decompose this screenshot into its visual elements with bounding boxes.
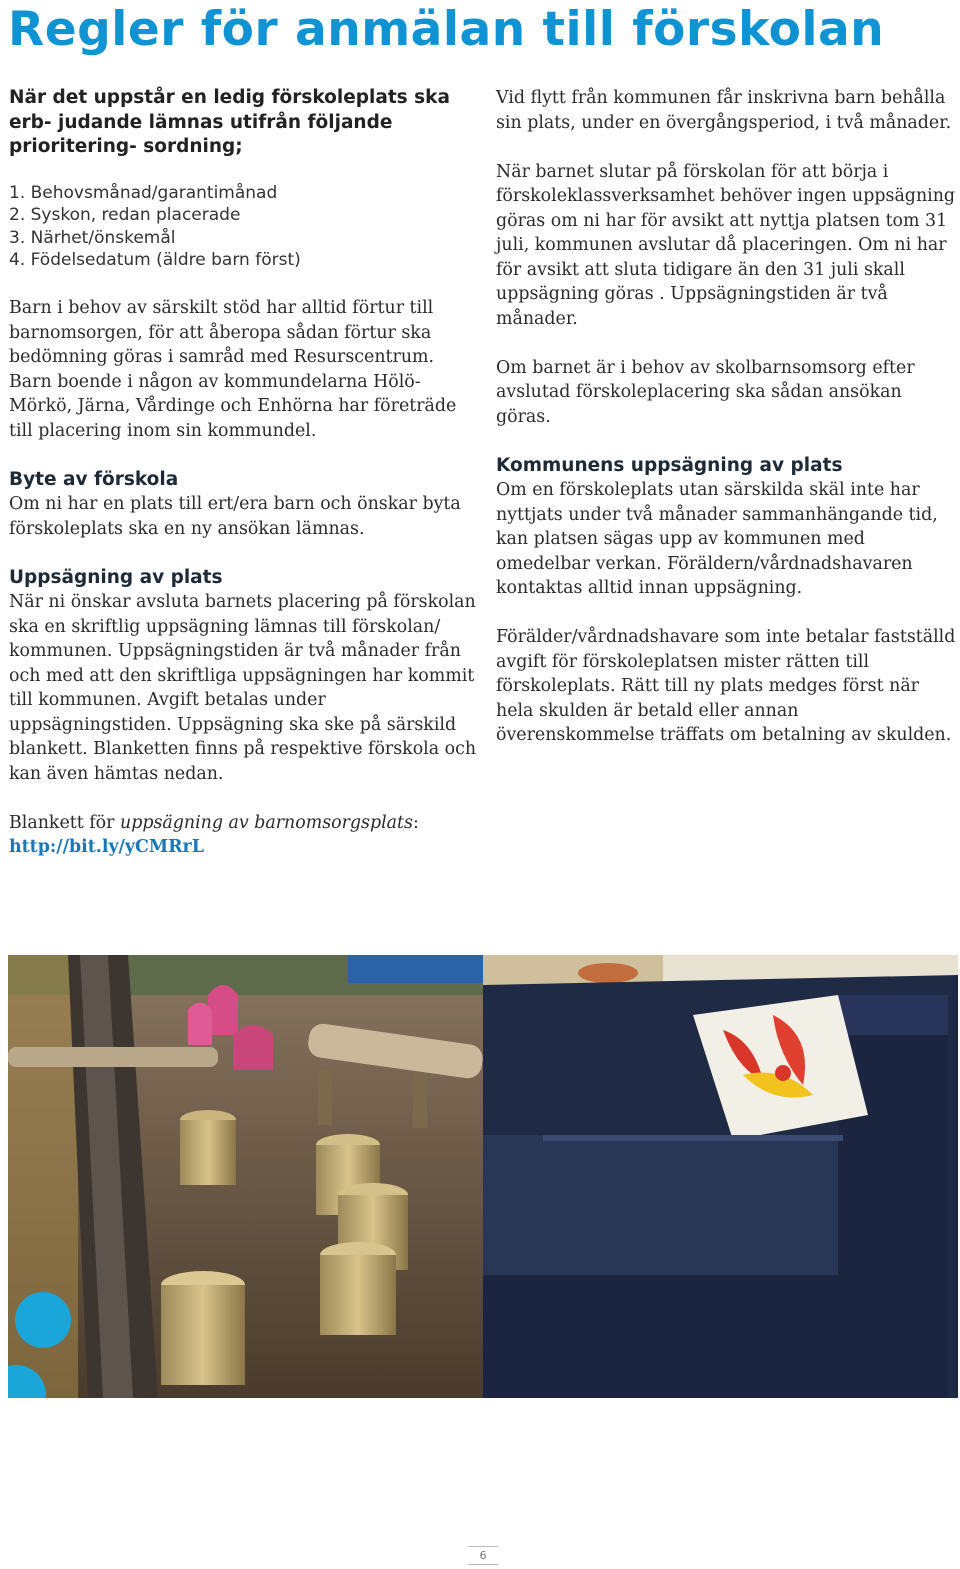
playground-photo-drawing — [8, 955, 483, 1398]
blankett-link[interactable]: http://bit.ly/yCMRrL — [9, 837, 204, 857]
sofa-photo-drawing — [483, 955, 958, 1398]
flytt-text: Vid flytt från kommunen får inskrivna barn behålla sin plats, under en övergångsperiod, i två månader. — [496, 88, 952, 133]
byte-text: Om ni har en plats till ert/era barn och önskar byta förskoleplats ska en ny ansökan lämnas. — [9, 494, 461, 539]
blankett-suffix: : — [412, 812, 419, 833]
page-number: 6 — [468, 1546, 498, 1565]
blankett-line — [9, 811, 479, 860]
playground-photo — [8, 955, 483, 1398]
blankett-prefix: Blankett för — [9, 812, 120, 833]
priority-item: 1. Behovsmånad/garantimånad — [9, 182, 278, 203]
kommun-heading: Kommunens uppsägning av plats — [496, 454, 843, 476]
byte-heading: Byte av förskola — [9, 468, 179, 490]
priority-list — [9, 182, 479, 272]
blankett-italic: uppsägning av barnomsorgsplats — [120, 812, 413, 833]
kommun-text: Om en förskoleplats utan särskilda skäl inte har nyttjats under två månader sammanhängande tid, kan platsen sägas upp av kommunen med omedelbar verkan. Föräldern/vårdnadshavaren kontaktas alltid innan uppsägning. — [496, 480, 938, 598]
avgift-text: Förälder/vårdnadshavare som inte betalar fastställd avgift för förskoleplatsen mister rätten till förskoleplats. Rätt till ny plats medges först när hela skulden är betald eller annan överenskommelse träffats om betalning av skulden. — [496, 627, 956, 745]
sofa-photo — [483, 955, 958, 1398]
right-column — [496, 86, 956, 748]
skolbarnsomsorg-text: Om barnet är i behov av skolbarnsomsorg efter avslutad förskoleplacering ska sådan ansökan göras. — [496, 357, 915, 427]
uppsagning-text: När ni önskar avsluta barnets placering på förskolan ska en skriftlig uppsägning lämnas till förskolan/ kommunen. Uppsägningstiden är två månader från och med att den skriftliga uppsägningen har kommit till kommunen. Avgift betalas under uppsägningstiden. Uppsägning ska ske på särskild blankett. Blanketten finns på respektive förskola och kan även hämtas nedan. — [9, 592, 477, 784]
priority-item: 3. Närhet/önskemål — [9, 227, 176, 248]
priority-item: 2. Syskon, redan placerade — [9, 205, 241, 225]
page-title: Regler för anmälan till förskolan — [8, 2, 885, 57]
forskoleklass-text: När barnet slutar på förskolan för att börja i förskoleklassverksamhet behöver ingen uppsägning göras om ni har för avsikt att nyttja platsen tom 31 juli, kommunen avslutar då placeringen. Om ni har för avsikt att sluta tidigare än den 31 juli skall uppsägning göras . Uppsägningstiden är två månader. — [496, 161, 956, 329]
priority-intro: När det uppstår en ledig förskoleplats ska erb- judande lämnas utifrån följande prioritering- sordning; — [9, 87, 450, 157]
priority-item: 4. Födelsedatum (äldre barn först) — [9, 250, 301, 270]
special-support-text: Barn i behov av särskilt stöd har alltid förtur till barnomsorgen, för att åberopa sådan förtur ska bedömning göras i samråd med Resurscentrum. Barn boende i någon av kommundelarna Hölö-Mörkö, Järna, Vårdinge och Enhörna har företräde till placering inom sin kommundel. — [9, 298, 457, 441]
photo-strip — [8, 955, 958, 1398]
uppsagning-heading: Uppsägning av plats — [9, 566, 223, 588]
left-column — [9, 86, 479, 860]
